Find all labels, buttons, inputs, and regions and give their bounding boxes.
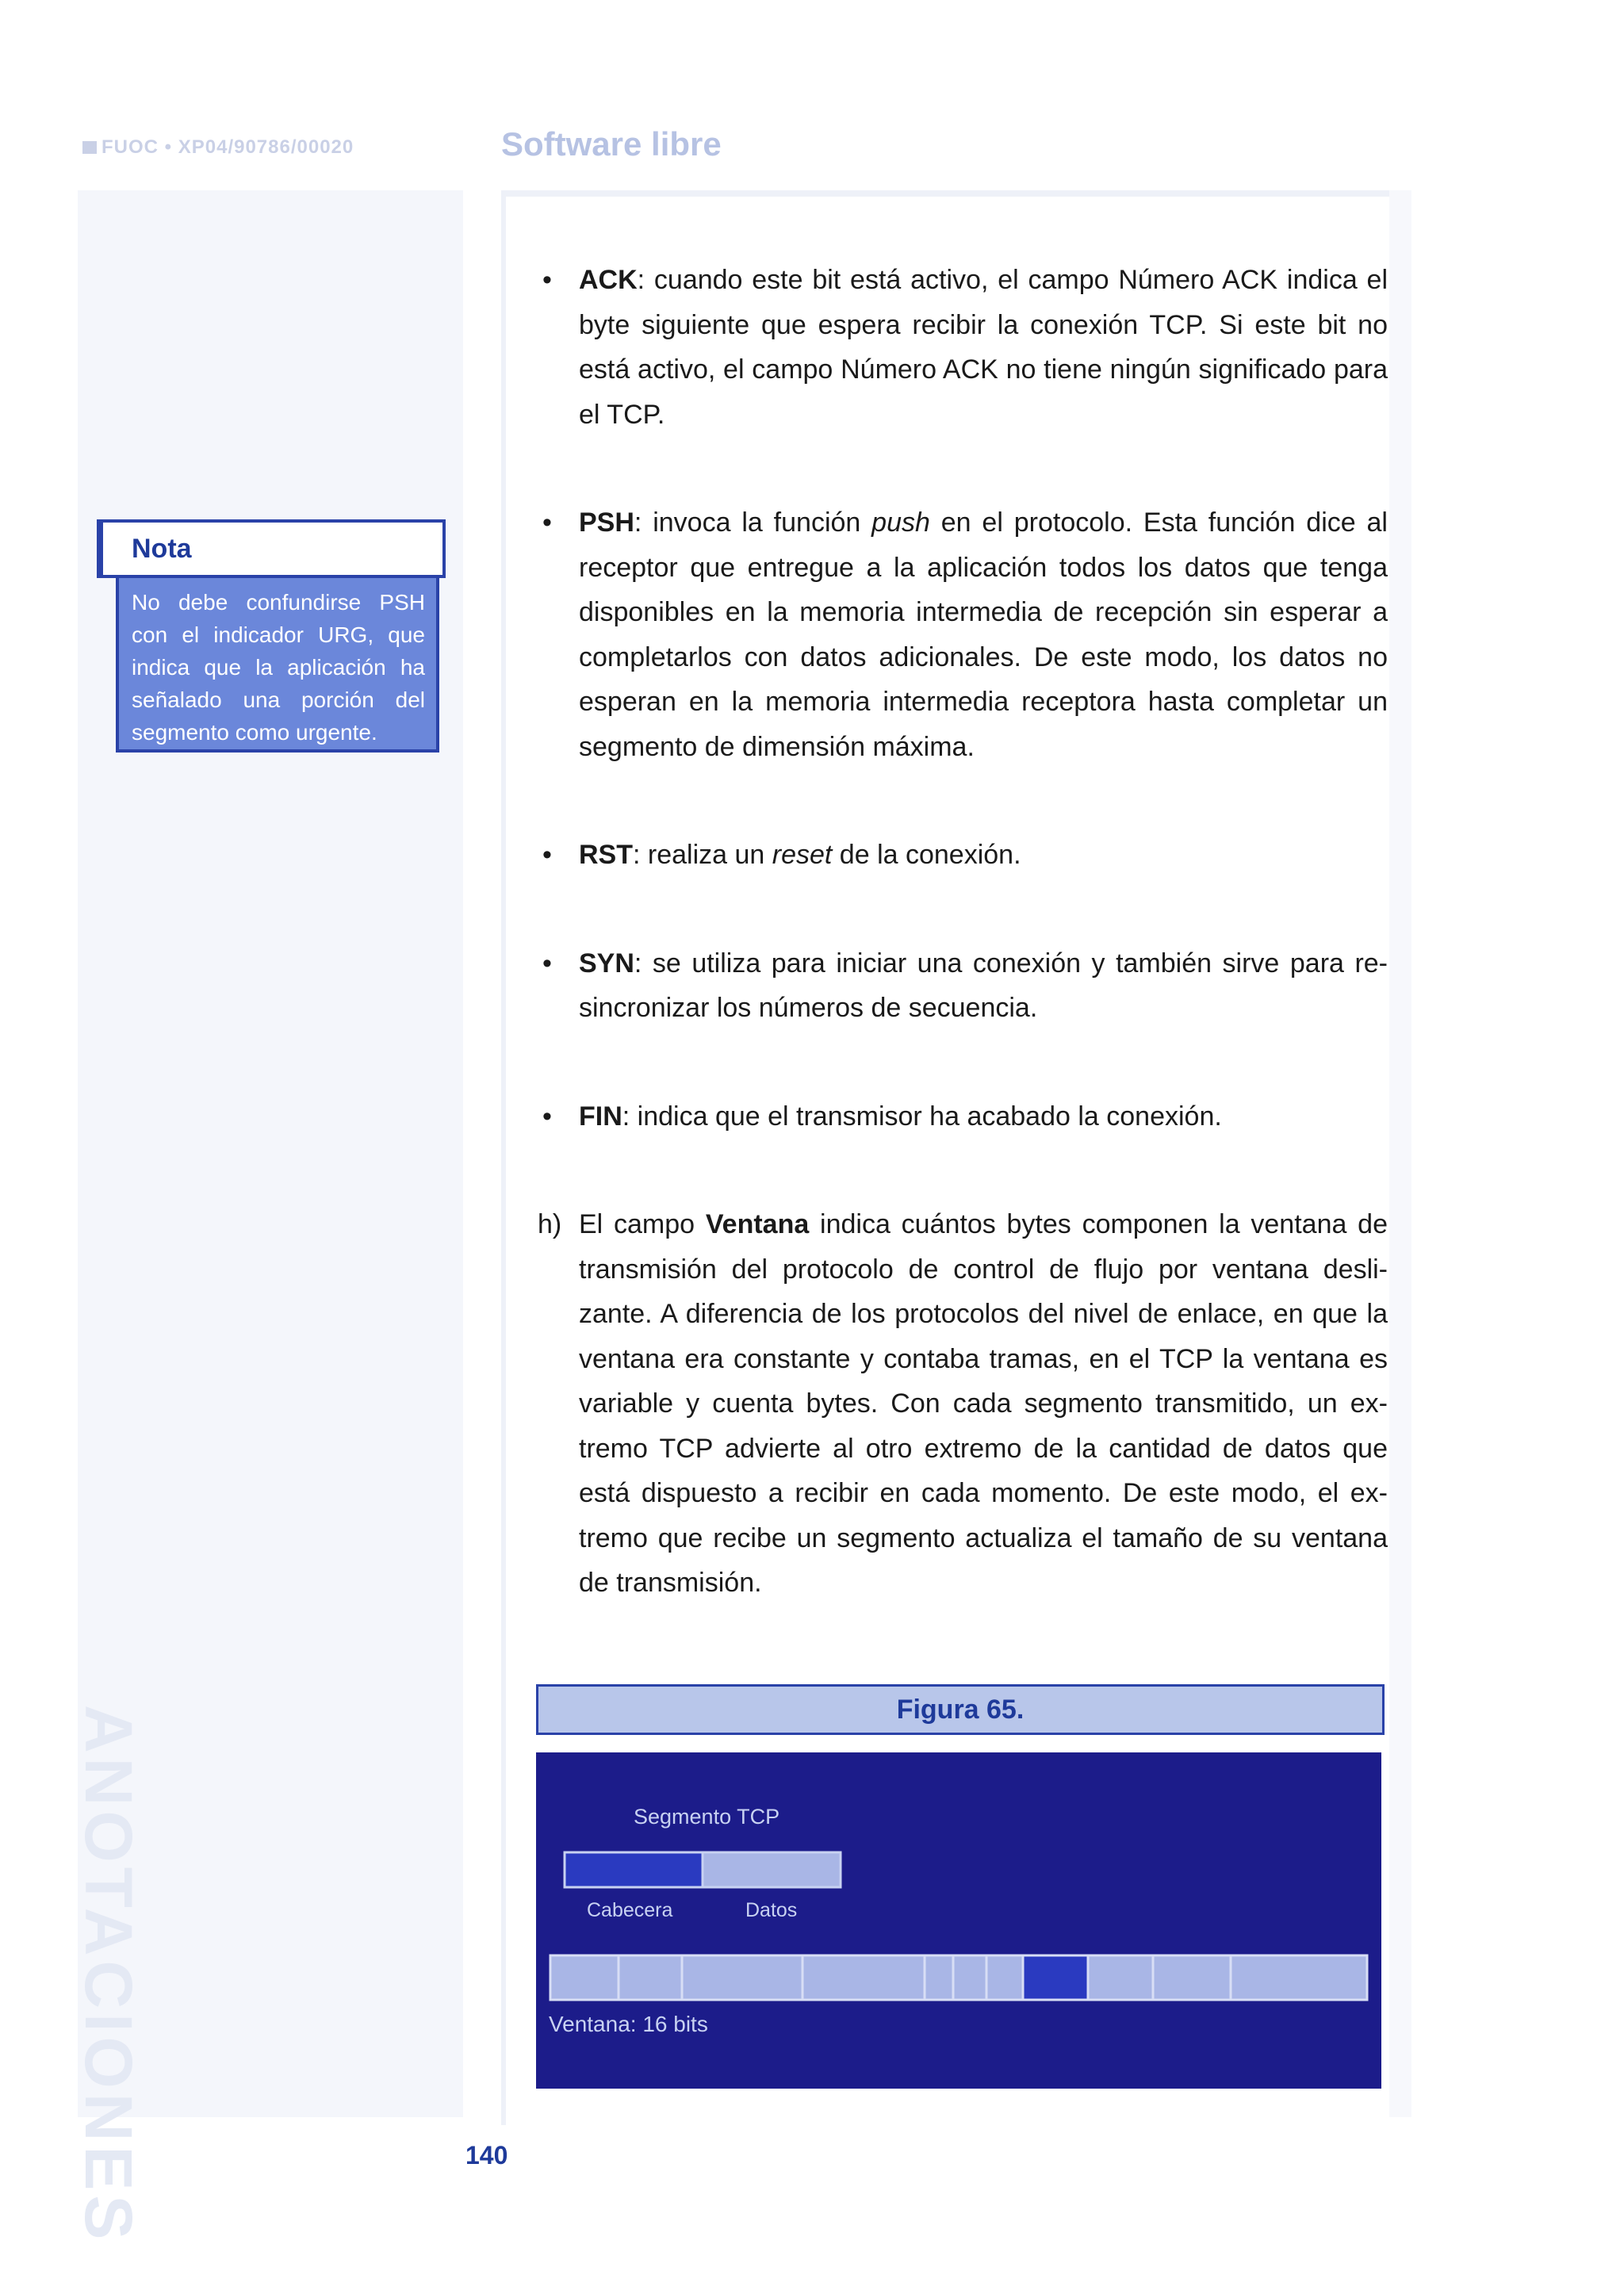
window-field-highlight bbox=[1023, 1955, 1088, 2000]
data-label: Datos bbox=[745, 1899, 798, 1921]
list-item-psh bbox=[538, 500, 1388, 769]
window-bar bbox=[550, 1955, 1367, 2000]
term-syn: SYN bbox=[579, 948, 634, 978]
psh-description-a: : invoca la función bbox=[634, 507, 872, 538]
right-margin-strip bbox=[1389, 190, 1411, 2117]
list-item-rst bbox=[538, 833, 1388, 878]
rst-italic: reset bbox=[772, 840, 833, 870]
term-fin: FIN bbox=[579, 1101, 622, 1132]
ventana-description-a: El campo bbox=[579, 1209, 706, 1239]
psh-italic: push bbox=[871, 507, 930, 538]
psh-description-b: en el protocolo. Esta función dice al receptor que entregue a la aplicación todos los datos que tenga disponibles en la memoria intermedia de recepción sin esperar a completarlos con datos adicionales. De este modo, los datos no esperan en la memoria intermedia receptora hasta completar un segmento de dimensión máxima. bbox=[579, 507, 1388, 762]
header-title: Software libre bbox=[501, 125, 722, 163]
nota-header bbox=[97, 519, 446, 578]
figure-65-diagram bbox=[536, 1752, 1381, 2089]
ventana-description-b: indica cuántos bytes componen la ventana de transmisión del protocolo de control de flujo por ventana desli-zante. A diferencia de los protocolos del nivel de enlace, en que la ventana era constante y contaba tramas, en el TCP la ventana es variable y cuenta bytes. Con cada segmento transmitido, un ex-tremo TCP advierte al otro extremo de la cantidad de datos que está dispuesto a recibir en cada momento. De este modo, el ex-tremo que recibe un segmento actualiza el tamaño de su ventana de transmisión. bbox=[579, 1209, 1388, 1598]
page-number: 140 bbox=[465, 2141, 508, 2170]
main-left-rule bbox=[501, 190, 506, 2125]
segment-label: Segmento TCP bbox=[634, 1805, 780, 1829]
rst-description-a: : realiza un bbox=[633, 840, 772, 870]
syn-description: : se utiliza para iniciar una conexión y también sirve para re-sincronizar los números de secuencia. bbox=[579, 948, 1388, 1023]
main-top-rule bbox=[501, 190, 1389, 197]
list-item-ventana bbox=[538, 1202, 1388, 1606]
fuoc-logo-icon bbox=[82, 141, 97, 154]
ack-description: : cuando este bit está activo, el campo Número ACK indica el byte siguiente que espera recibir la conexión TCP. Si este bit no está activo, el campo Número ACK no tiene ningún significado para el TCP. bbox=[579, 265, 1388, 430]
term-ventana: Ventana bbox=[705, 1209, 810, 1239]
list-item-ack bbox=[538, 258, 1388, 437]
main-text bbox=[538, 258, 1388, 1606]
annotations-vertical-label: ANOTACIONES bbox=[71, 1705, 146, 2245]
bullet-marker: • bbox=[542, 840, 552, 870]
list-item-syn bbox=[538, 941, 1388, 1031]
segment-data-block bbox=[703, 1852, 841, 1887]
nota-body: No debe confundirse PSH con el indicador URG, que indica que la aplicación ha señalado una porción del segmento como urgente. bbox=[116, 578, 439, 753]
term-ack: ACK bbox=[579, 265, 638, 295]
bullet-marker: • bbox=[542, 507, 552, 538]
rst-description-b: de la conexión. bbox=[832, 840, 1021, 870]
header-label: Cabecera bbox=[587, 1899, 673, 1921]
bullet-marker: • bbox=[542, 948, 552, 978]
window-label: Ventana: 16 bits bbox=[549, 2012, 708, 2036]
tcp-window-diagram bbox=[536, 1752, 1381, 2089]
list-item-fin bbox=[538, 1094, 1388, 1139]
term-psh: PSH bbox=[579, 507, 634, 538]
fin-description: : indica que el transmisor ha acabado la conexión. bbox=[622, 1101, 1222, 1132]
nota-box bbox=[97, 519, 444, 757]
figure-title: Figura 65. bbox=[536, 1684, 1385, 1735]
bullet-marker: • bbox=[542, 265, 552, 295]
term-rst: RST bbox=[579, 840, 633, 870]
header-code: FUOC • XP04/90786/00020 bbox=[82, 136, 354, 159]
nota-title: Nota bbox=[132, 534, 192, 564]
bullet-marker: • bbox=[542, 1101, 552, 1132]
item-marker-h: h) bbox=[538, 1209, 562, 1239]
segment-header-block bbox=[565, 1852, 703, 1887]
